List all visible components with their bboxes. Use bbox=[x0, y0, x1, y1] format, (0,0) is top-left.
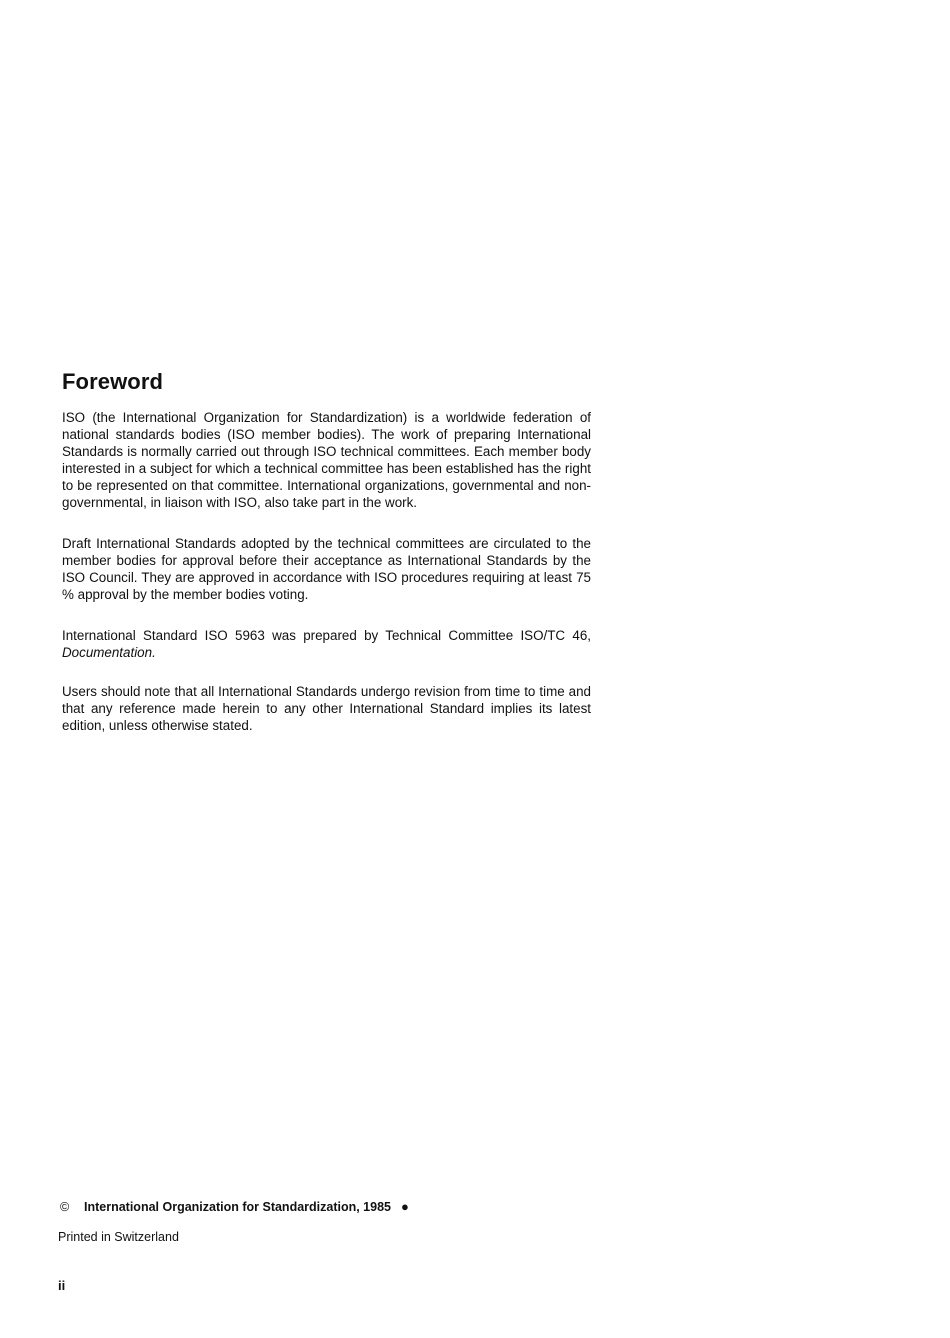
page-number: ii bbox=[58, 1278, 66, 1293]
bullet-icon: ● bbox=[401, 1199, 409, 1214]
foreword-paragraph-1: ISO (the International Organization for Standardization) is a worldwide federation of national standards bodies (ISO member bodies). The work of preparing International Standards is normally carried out through ISO technical committees. Each member body interested in a subject for which a technical committee has been established has the right to be represented on that committee. International organizations, governmental and non-governmental, in liaison with ISO, also take part in the work. bbox=[62, 410, 591, 510]
copyright-icon: © bbox=[60, 1200, 70, 1214]
foreword-paragraph-4: Users should note that all International Standards undergo revision from time to time and that any reference made herein to any other International Standard implies its latest edition, unless otherwise stated. bbox=[62, 684, 591, 733]
printed-in: Printed in Switzerland bbox=[58, 1230, 179, 1244]
foreword-paragraph-3 bbox=[62, 627, 591, 661]
foreword-paragraph-3-text: International Standard ISO 5963 was prepared by Technical Committee ISO/TC 46, bbox=[62, 628, 591, 643]
foreword-paragraph-2: Draft International Standards adopted by the technical committees are circulated to the member bodies for approval before their acceptance as International Standards by the ISO Council. They are approved in accordance with ISO procedures requiring at least 75 % approval by the member bodies voting. bbox=[62, 536, 591, 602]
page-title: Foreword bbox=[62, 369, 164, 394]
copyright-line bbox=[60, 1199, 409, 1215]
copyright-text: International Organization for Standardization, 1985 bbox=[84, 1200, 391, 1214]
committee-name: Documentation. bbox=[62, 645, 156, 660]
